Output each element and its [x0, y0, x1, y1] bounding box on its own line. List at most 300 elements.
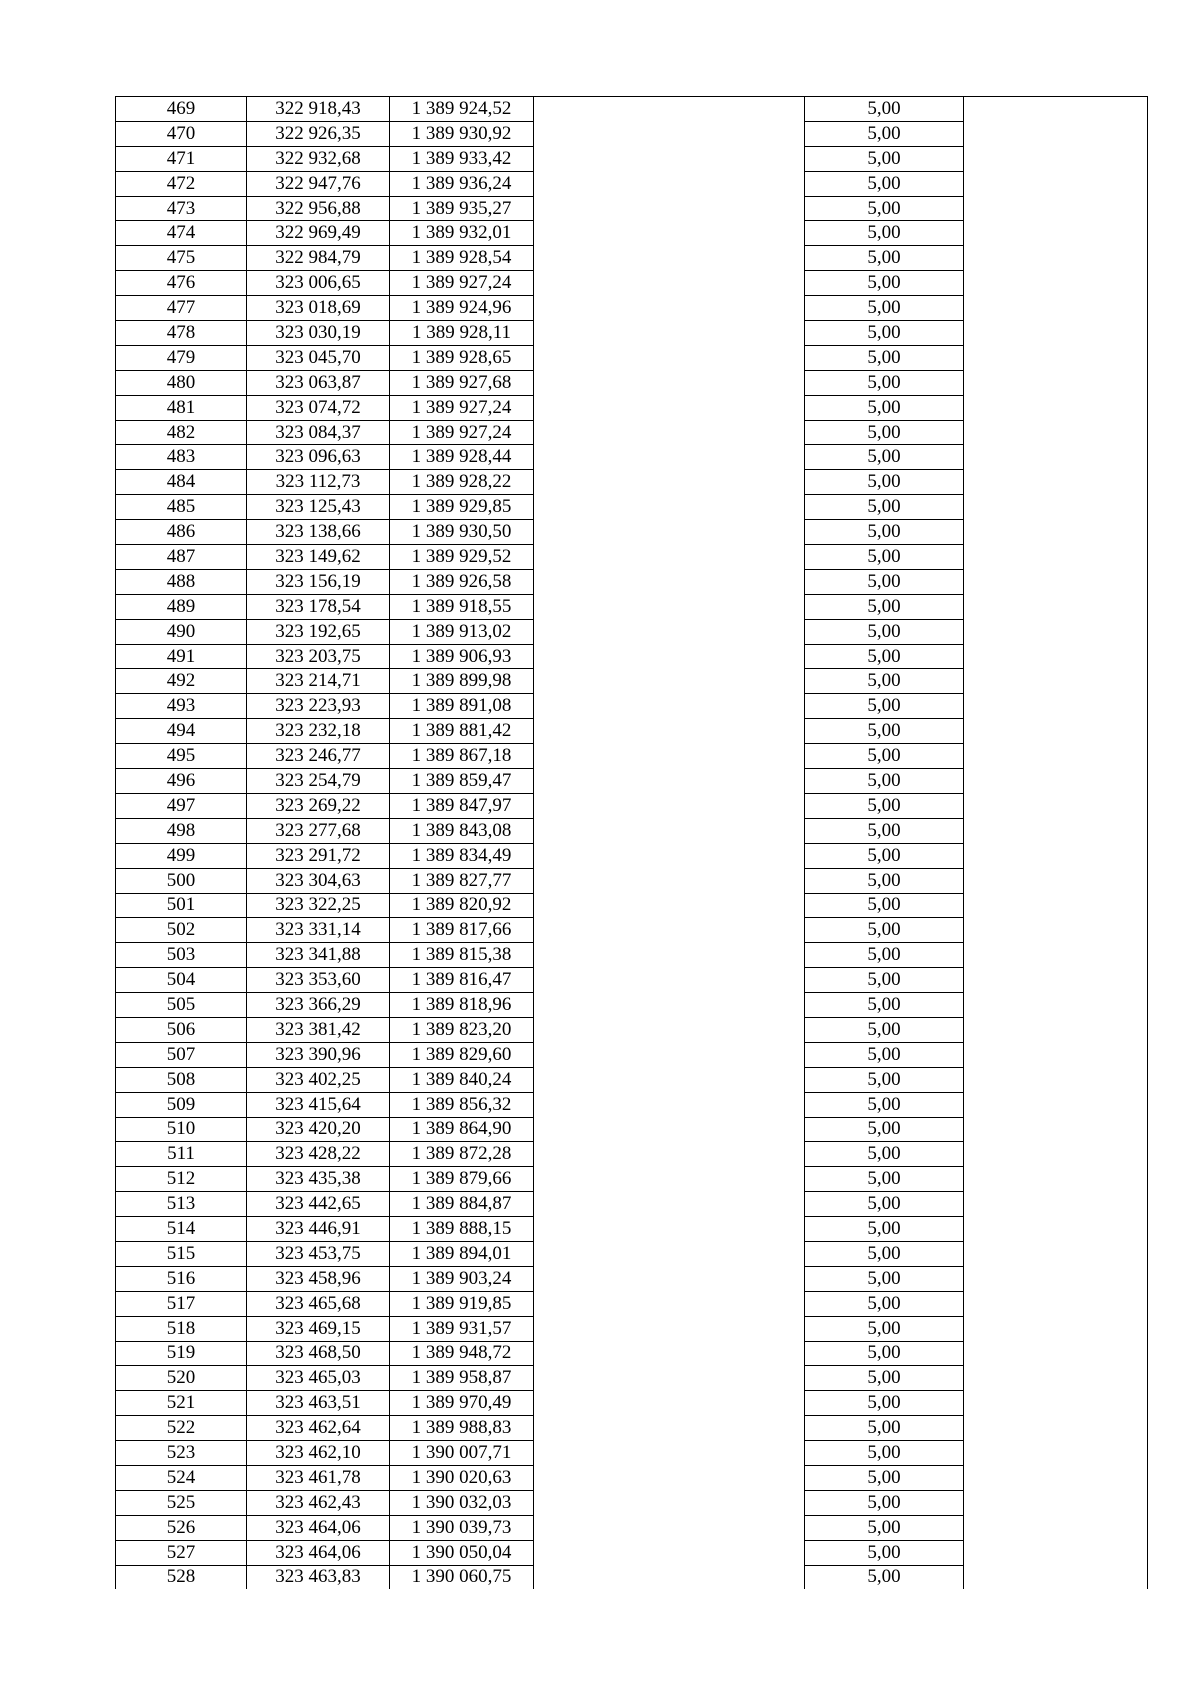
y-coordinate-cell: 1 389 879,66	[390, 1167, 534, 1192]
x-coordinate-cell: 323 462,43	[247, 1490, 390, 1515]
accuracy-cell: 5,00	[805, 669, 964, 694]
empty-cell	[534, 420, 805, 445]
point-number-cell: 512	[116, 1167, 247, 1192]
empty-cell	[964, 744, 1148, 769]
x-coordinate-cell: 323 214,71	[247, 669, 390, 694]
empty-cell	[964, 1441, 1148, 1466]
table-row	[116, 1117, 1148, 1142]
empty-cell	[964, 495, 1148, 520]
y-coordinate-cell: 1 390 032,03	[390, 1490, 534, 1515]
empty-cell	[964, 644, 1148, 669]
table-row	[116, 1142, 1148, 1167]
point-number-cell: 479	[116, 345, 247, 370]
table-row	[116, 545, 1148, 570]
x-coordinate-cell: 323 353,60	[247, 968, 390, 993]
accuracy-cell: 5,00	[805, 221, 964, 246]
empty-cell	[534, 1565, 805, 1589]
accuracy-cell: 5,00	[805, 1117, 964, 1142]
empty-cell	[964, 1266, 1148, 1291]
table-row	[116, 694, 1148, 719]
table-row	[116, 1465, 1148, 1490]
y-coordinate-cell: 1 389 872,28	[390, 1142, 534, 1167]
point-number-cell: 523	[116, 1441, 247, 1466]
accuracy-cell: 5,00	[805, 1465, 964, 1490]
table-row	[116, 1441, 1148, 1466]
point-number-cell: 485	[116, 495, 247, 520]
x-coordinate-cell: 323 458,96	[247, 1266, 390, 1291]
table-row	[116, 1341, 1148, 1366]
empty-cell	[534, 1192, 805, 1217]
y-coordinate-cell: 1 389 829,60	[390, 1042, 534, 1067]
empty-cell	[964, 246, 1148, 271]
empty-cell	[964, 121, 1148, 146]
empty-cell	[534, 793, 805, 818]
table-row	[116, 669, 1148, 694]
empty-cell	[534, 893, 805, 918]
accuracy-cell: 5,00	[805, 1042, 964, 1067]
empty-cell	[534, 1092, 805, 1117]
point-number-cell: 514	[116, 1217, 247, 1242]
accuracy-cell: 5,00	[805, 1017, 964, 1042]
empty-cell	[964, 769, 1148, 794]
x-coordinate-cell: 323 084,37	[247, 420, 390, 445]
table-body	[116, 97, 1148, 1590]
accuracy-cell: 5,00	[805, 1092, 964, 1117]
table-row	[116, 1391, 1148, 1416]
table-row	[116, 420, 1148, 445]
accuracy-cell: 5,00	[805, 993, 964, 1018]
empty-cell	[534, 1241, 805, 1266]
accuracy-cell: 5,00	[805, 146, 964, 171]
empty-cell	[964, 793, 1148, 818]
empty-cell	[534, 520, 805, 545]
accuracy-cell: 5,00	[805, 943, 964, 968]
empty-cell	[534, 843, 805, 868]
table-row	[116, 1042, 1148, 1067]
x-coordinate-cell: 323 465,68	[247, 1291, 390, 1316]
empty-cell	[964, 843, 1148, 868]
x-coordinate-cell: 323 112,73	[247, 470, 390, 495]
x-coordinate-cell: 323 420,20	[247, 1117, 390, 1142]
empty-cell	[534, 1017, 805, 1042]
accuracy-cell: 5,00	[805, 495, 964, 520]
table-row	[116, 296, 1148, 321]
empty-cell	[534, 744, 805, 769]
y-coordinate-cell: 1 389 933,42	[390, 146, 534, 171]
empty-cell	[534, 1266, 805, 1291]
x-coordinate-cell: 323 462,64	[247, 1416, 390, 1441]
empty-cell	[534, 769, 805, 794]
y-coordinate-cell: 1 389 927,24	[390, 271, 534, 296]
empty-cell	[534, 1441, 805, 1466]
empty-cell	[534, 171, 805, 196]
table-row	[116, 271, 1148, 296]
x-coordinate-cell: 323 464,06	[247, 1540, 390, 1565]
point-number-cell: 494	[116, 719, 247, 744]
empty-cell	[534, 1341, 805, 1366]
x-coordinate-cell: 323 149,62	[247, 545, 390, 570]
point-number-cell: 506	[116, 1017, 247, 1042]
empty-cell	[964, 1241, 1148, 1266]
empty-cell	[964, 370, 1148, 395]
x-coordinate-cell: 323 464,06	[247, 1515, 390, 1540]
table-row	[116, 171, 1148, 196]
table-row	[116, 843, 1148, 868]
x-coordinate-cell: 323 446,91	[247, 1217, 390, 1242]
accuracy-cell: 5,00	[805, 1416, 964, 1441]
table-row	[116, 246, 1148, 271]
y-coordinate-cell: 1 389 928,44	[390, 445, 534, 470]
empty-cell	[964, 1416, 1148, 1441]
empty-cell	[534, 1217, 805, 1242]
point-number-cell: 508	[116, 1067, 247, 1092]
y-coordinate-cell: 1 390 050,04	[390, 1540, 534, 1565]
empty-cell	[534, 246, 805, 271]
table-row	[116, 221, 1148, 246]
accuracy-cell: 5,00	[805, 694, 964, 719]
empty-cell	[534, 968, 805, 993]
empty-cell	[534, 1391, 805, 1416]
point-number-cell: 496	[116, 769, 247, 794]
table-row	[116, 1217, 1148, 1242]
x-coordinate-cell: 323 415,64	[247, 1092, 390, 1117]
table-row	[116, 1092, 1148, 1117]
empty-cell	[964, 1341, 1148, 1366]
empty-cell	[534, 196, 805, 221]
y-coordinate-cell: 1 390 007,71	[390, 1441, 534, 1466]
empty-cell	[964, 968, 1148, 993]
table-row	[116, 520, 1148, 545]
accuracy-cell: 5,00	[805, 97, 964, 122]
empty-cell	[964, 1167, 1148, 1192]
accuracy-cell: 5,00	[805, 1067, 964, 1092]
empty-cell	[534, 345, 805, 370]
x-coordinate-cell: 322 918,43	[247, 97, 390, 122]
table-row	[116, 445, 1148, 470]
empty-cell	[534, 296, 805, 321]
empty-cell	[964, 1067, 1148, 1092]
empty-cell	[964, 893, 1148, 918]
y-coordinate-cell: 1 389 867,18	[390, 744, 534, 769]
table-row	[116, 619, 1148, 644]
table-row	[116, 1167, 1148, 1192]
coordinates-table	[115, 96, 1148, 1589]
empty-cell	[534, 694, 805, 719]
accuracy-cell: 5,00	[805, 793, 964, 818]
empty-cell	[534, 669, 805, 694]
empty-cell	[534, 146, 805, 171]
x-coordinate-cell: 323 156,19	[247, 569, 390, 594]
table-row	[116, 719, 1148, 744]
x-coordinate-cell: 323 366,29	[247, 993, 390, 1018]
point-number-cell: 490	[116, 619, 247, 644]
table-row	[116, 1017, 1148, 1042]
table-row	[116, 1241, 1148, 1266]
empty-cell	[964, 271, 1148, 296]
empty-cell	[534, 1291, 805, 1316]
empty-cell	[534, 993, 805, 1018]
accuracy-cell: 5,00	[805, 395, 964, 420]
y-coordinate-cell: 1 389 927,24	[390, 420, 534, 445]
point-number-cell: 481	[116, 395, 247, 420]
x-coordinate-cell: 323 192,65	[247, 619, 390, 644]
table-row	[116, 321, 1148, 346]
x-coordinate-cell: 323 465,03	[247, 1366, 390, 1391]
point-number-cell: 522	[116, 1416, 247, 1441]
empty-cell	[964, 1540, 1148, 1565]
y-coordinate-cell: 1 389 903,24	[390, 1266, 534, 1291]
x-coordinate-cell: 323 125,43	[247, 495, 390, 520]
table-row	[116, 1490, 1148, 1515]
accuracy-cell: 5,00	[805, 1341, 964, 1366]
table-row	[116, 1366, 1148, 1391]
y-coordinate-cell: 1 389 906,93	[390, 644, 534, 669]
table-row	[116, 146, 1148, 171]
point-number-cell: 520	[116, 1366, 247, 1391]
x-coordinate-cell: 323 138,66	[247, 520, 390, 545]
x-coordinate-cell: 323 045,70	[247, 345, 390, 370]
point-number-cell: 515	[116, 1241, 247, 1266]
empty-cell	[534, 1515, 805, 1540]
accuracy-cell: 5,00	[805, 1291, 964, 1316]
point-number-cell: 498	[116, 818, 247, 843]
empty-cell	[964, 1142, 1148, 1167]
table-row	[116, 769, 1148, 794]
point-number-cell: 473	[116, 196, 247, 221]
accuracy-cell: 5,00	[805, 1241, 964, 1266]
point-number-cell: 477	[116, 296, 247, 321]
table-row	[116, 395, 1148, 420]
empty-cell	[964, 1017, 1148, 1042]
empty-cell	[964, 445, 1148, 470]
point-number-cell: 469	[116, 97, 247, 122]
y-coordinate-cell: 1 389 927,24	[390, 395, 534, 420]
x-coordinate-cell: 323 063,87	[247, 370, 390, 395]
table-row	[116, 345, 1148, 370]
y-coordinate-cell: 1 389 847,97	[390, 793, 534, 818]
y-coordinate-cell: 1 389 827,77	[390, 868, 534, 893]
y-coordinate-cell: 1 389 930,50	[390, 520, 534, 545]
y-coordinate-cell: 1 390 039,73	[390, 1515, 534, 1540]
accuracy-cell: 5,00	[805, 1441, 964, 1466]
table-row	[116, 495, 1148, 520]
accuracy-cell: 5,00	[805, 1217, 964, 1242]
y-coordinate-cell: 1 389 970,49	[390, 1391, 534, 1416]
table-row	[116, 569, 1148, 594]
point-number-cell: 524	[116, 1465, 247, 1490]
empty-cell	[534, 644, 805, 669]
x-coordinate-cell: 323 453,75	[247, 1241, 390, 1266]
empty-cell	[964, 1465, 1148, 1490]
table-row	[116, 1565, 1148, 1589]
x-coordinate-cell: 323 006,65	[247, 271, 390, 296]
accuracy-cell: 5,00	[805, 1490, 964, 1515]
point-number-cell: 527	[116, 1540, 247, 1565]
point-number-cell: 525	[116, 1490, 247, 1515]
point-number-cell: 476	[116, 271, 247, 296]
empty-cell	[534, 321, 805, 346]
empty-cell	[964, 545, 1148, 570]
empty-cell	[964, 993, 1148, 1018]
accuracy-cell: 5,00	[805, 744, 964, 769]
point-number-cell: 480	[116, 370, 247, 395]
empty-cell	[964, 345, 1148, 370]
empty-cell	[964, 1291, 1148, 1316]
point-number-cell: 516	[116, 1266, 247, 1291]
accuracy-cell: 5,00	[805, 121, 964, 146]
empty-cell	[964, 420, 1148, 445]
point-number-cell: 521	[116, 1391, 247, 1416]
x-coordinate-cell: 323 254,79	[247, 769, 390, 794]
y-coordinate-cell: 1 389 927,68	[390, 370, 534, 395]
point-number-cell: 471	[116, 146, 247, 171]
x-coordinate-cell: 322 969,49	[247, 221, 390, 246]
point-number-cell: 497	[116, 793, 247, 818]
y-coordinate-cell: 1 389 891,08	[390, 694, 534, 719]
accuracy-cell: 5,00	[805, 1142, 964, 1167]
empty-cell	[964, 1490, 1148, 1515]
accuracy-cell: 5,00	[805, 868, 964, 893]
empty-cell	[534, 818, 805, 843]
empty-cell	[534, 121, 805, 146]
x-coordinate-cell: 323 461,78	[247, 1465, 390, 1490]
y-coordinate-cell: 1 389 840,24	[390, 1067, 534, 1092]
x-coordinate-cell: 323 269,22	[247, 793, 390, 818]
y-coordinate-cell: 1 389 818,96	[390, 993, 534, 1018]
empty-cell	[534, 1117, 805, 1142]
point-number-cell: 488	[116, 569, 247, 594]
accuracy-cell: 5,00	[805, 345, 964, 370]
x-coordinate-cell: 323 223,93	[247, 694, 390, 719]
empty-cell	[534, 1167, 805, 1192]
y-coordinate-cell: 1 389 936,24	[390, 171, 534, 196]
empty-cell	[534, 470, 805, 495]
table-row	[116, 1192, 1148, 1217]
empty-cell	[534, 545, 805, 570]
x-coordinate-cell: 323 277,68	[247, 818, 390, 843]
empty-cell	[534, 868, 805, 893]
table-row	[116, 1067, 1148, 1092]
y-coordinate-cell: 1 389 928,11	[390, 321, 534, 346]
empty-cell	[534, 594, 805, 619]
table-row	[116, 1316, 1148, 1341]
empty-cell	[534, 569, 805, 594]
y-coordinate-cell: 1 389 935,27	[390, 196, 534, 221]
x-coordinate-cell: 323 390,96	[247, 1042, 390, 1067]
x-coordinate-cell: 323 468,50	[247, 1341, 390, 1366]
empty-cell	[964, 395, 1148, 420]
y-coordinate-cell: 1 389 928,22	[390, 470, 534, 495]
empty-cell	[964, 1092, 1148, 1117]
point-number-cell: 510	[116, 1117, 247, 1142]
y-coordinate-cell: 1 389 924,96	[390, 296, 534, 321]
empty-cell	[534, 1540, 805, 1565]
accuracy-cell: 5,00	[805, 171, 964, 196]
y-coordinate-cell: 1 389 894,01	[390, 1241, 534, 1266]
accuracy-cell: 5,00	[805, 968, 964, 993]
empty-cell	[964, 196, 1148, 221]
point-number-cell: 503	[116, 943, 247, 968]
table-row	[116, 470, 1148, 495]
empty-cell	[964, 918, 1148, 943]
table-row	[116, 1266, 1148, 1291]
x-coordinate-cell: 322 926,35	[247, 121, 390, 146]
empty-cell	[964, 1515, 1148, 1540]
table-row	[116, 1540, 1148, 1565]
table-row	[116, 744, 1148, 769]
empty-cell	[534, 1067, 805, 1092]
table-row	[116, 918, 1148, 943]
accuracy-cell: 5,00	[805, 470, 964, 495]
table-row	[116, 818, 1148, 843]
point-number-cell: 500	[116, 868, 247, 893]
table-row	[116, 594, 1148, 619]
x-coordinate-cell: 323 018,69	[247, 296, 390, 321]
table-row	[116, 1515, 1148, 1540]
empty-cell	[964, 296, 1148, 321]
point-number-cell: 482	[116, 420, 247, 445]
x-coordinate-cell: 323 463,51	[247, 1391, 390, 1416]
x-coordinate-cell: 323 291,72	[247, 843, 390, 868]
y-coordinate-cell: 1 389 843,08	[390, 818, 534, 843]
table-row	[116, 370, 1148, 395]
accuracy-cell: 5,00	[805, 520, 964, 545]
point-number-cell: 483	[116, 445, 247, 470]
point-number-cell: 502	[116, 918, 247, 943]
table-row	[116, 97, 1148, 122]
y-coordinate-cell: 1 389 817,66	[390, 918, 534, 943]
y-coordinate-cell: 1 389 958,87	[390, 1366, 534, 1391]
empty-cell	[964, 470, 1148, 495]
point-number-cell: 495	[116, 744, 247, 769]
empty-cell	[534, 943, 805, 968]
y-coordinate-cell: 1 389 816,47	[390, 968, 534, 993]
x-coordinate-cell: 323 246,77	[247, 744, 390, 769]
empty-cell	[534, 719, 805, 744]
table-row	[116, 793, 1148, 818]
x-coordinate-cell: 322 932,68	[247, 146, 390, 171]
y-coordinate-cell: 1 389 856,32	[390, 1092, 534, 1117]
point-number-cell: 475	[116, 246, 247, 271]
point-number-cell: 507	[116, 1042, 247, 1067]
point-number-cell: 478	[116, 321, 247, 346]
y-coordinate-cell: 1 389 834,49	[390, 843, 534, 868]
empty-cell	[964, 569, 1148, 594]
empty-cell	[964, 520, 1148, 545]
empty-cell	[534, 445, 805, 470]
empty-cell	[964, 97, 1148, 122]
y-coordinate-cell: 1 389 931,57	[390, 1316, 534, 1341]
x-coordinate-cell: 323 178,54	[247, 594, 390, 619]
table-row	[116, 121, 1148, 146]
table-row	[116, 893, 1148, 918]
x-coordinate-cell: 323 203,75	[247, 644, 390, 669]
accuracy-cell: 5,00	[805, 569, 964, 594]
accuracy-cell: 5,00	[805, 594, 964, 619]
point-number-cell: 470	[116, 121, 247, 146]
accuracy-cell: 5,00	[805, 1515, 964, 1540]
point-number-cell: 517	[116, 1291, 247, 1316]
accuracy-cell: 5,00	[805, 918, 964, 943]
x-coordinate-cell: 323 462,10	[247, 1441, 390, 1466]
empty-cell	[534, 1142, 805, 1167]
accuracy-cell: 5,00	[805, 1192, 964, 1217]
point-number-cell: 513	[116, 1192, 247, 1217]
accuracy-cell: 5,00	[805, 1316, 964, 1341]
empty-cell	[964, 1391, 1148, 1416]
point-number-cell: 518	[116, 1316, 247, 1341]
empty-cell	[964, 619, 1148, 644]
